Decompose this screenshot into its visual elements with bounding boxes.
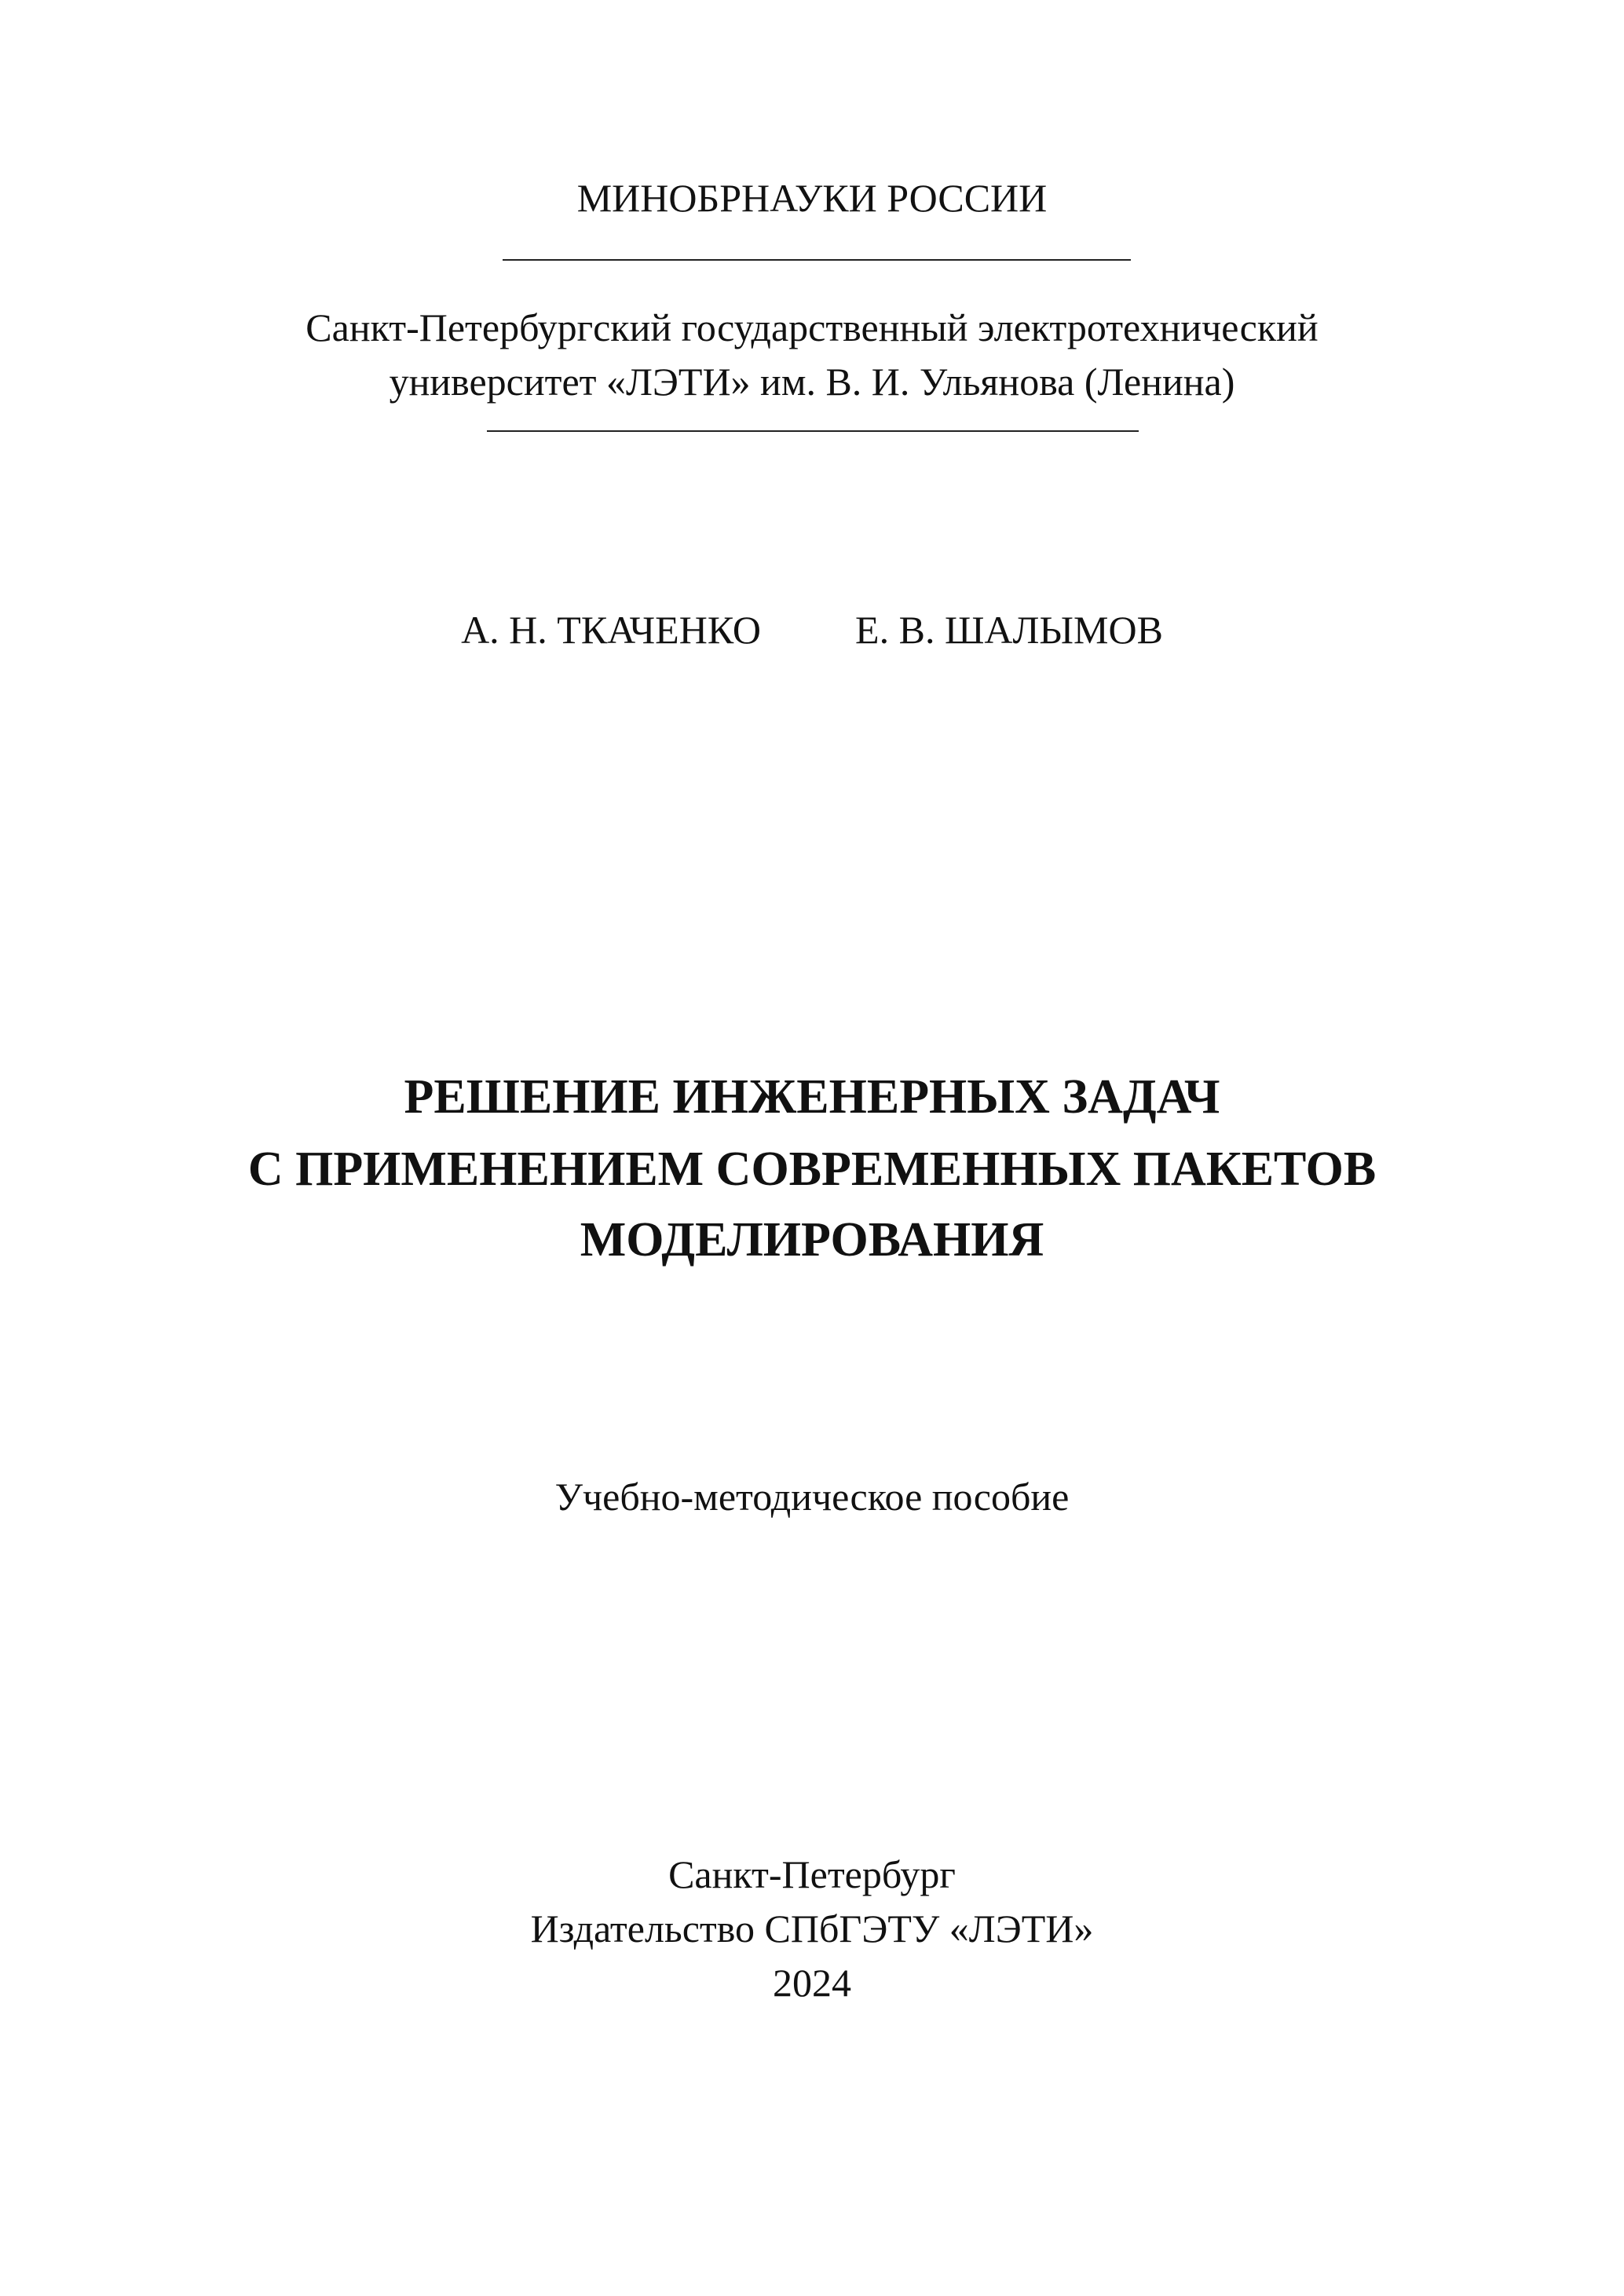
header-rule-top [503, 259, 1131, 261]
book-title-line1: РЕШЕНИЕ ИНЖЕНЕРНЫХ ЗАДАЧ [404, 1070, 1220, 1124]
imprint-publisher: Издательство СПбГЭТУ «ЛЭТИ» [530, 1907, 1094, 1951]
book-title-line2: С ПРИМЕНЕНИЕМ СОВРЕМЕННЫХ ПАКЕТОВ [247, 1143, 1377, 1196]
university-name-line2: университет «ЛЭТИ» им. В. И. Ульянова (Ленина) [389, 360, 1235, 404]
ministry-name: МИНОБРНАУКИ РОССИИ [576, 176, 1048, 220]
document-type: Учебно-методическое пособие [554, 1475, 1070, 1519]
header-rule-bottom [487, 430, 1139, 432]
imprint-city: Санкт-Петербург [668, 1852, 956, 1896]
author-1: А. Н. ТКАЧЕНКО [461, 608, 762, 652]
book-title-line3: МОДЕЛИРОВАНИЯ [580, 1213, 1044, 1267]
authors [0, 606, 1624, 653]
author-2: Е. В. ШАЛЫМОВ [855, 608, 1163, 652]
university-name-line1: Санкт-Петербургский государственный электротехнический [305, 305, 1319, 349]
imprint-year: 2024 [773, 1961, 851, 2005]
